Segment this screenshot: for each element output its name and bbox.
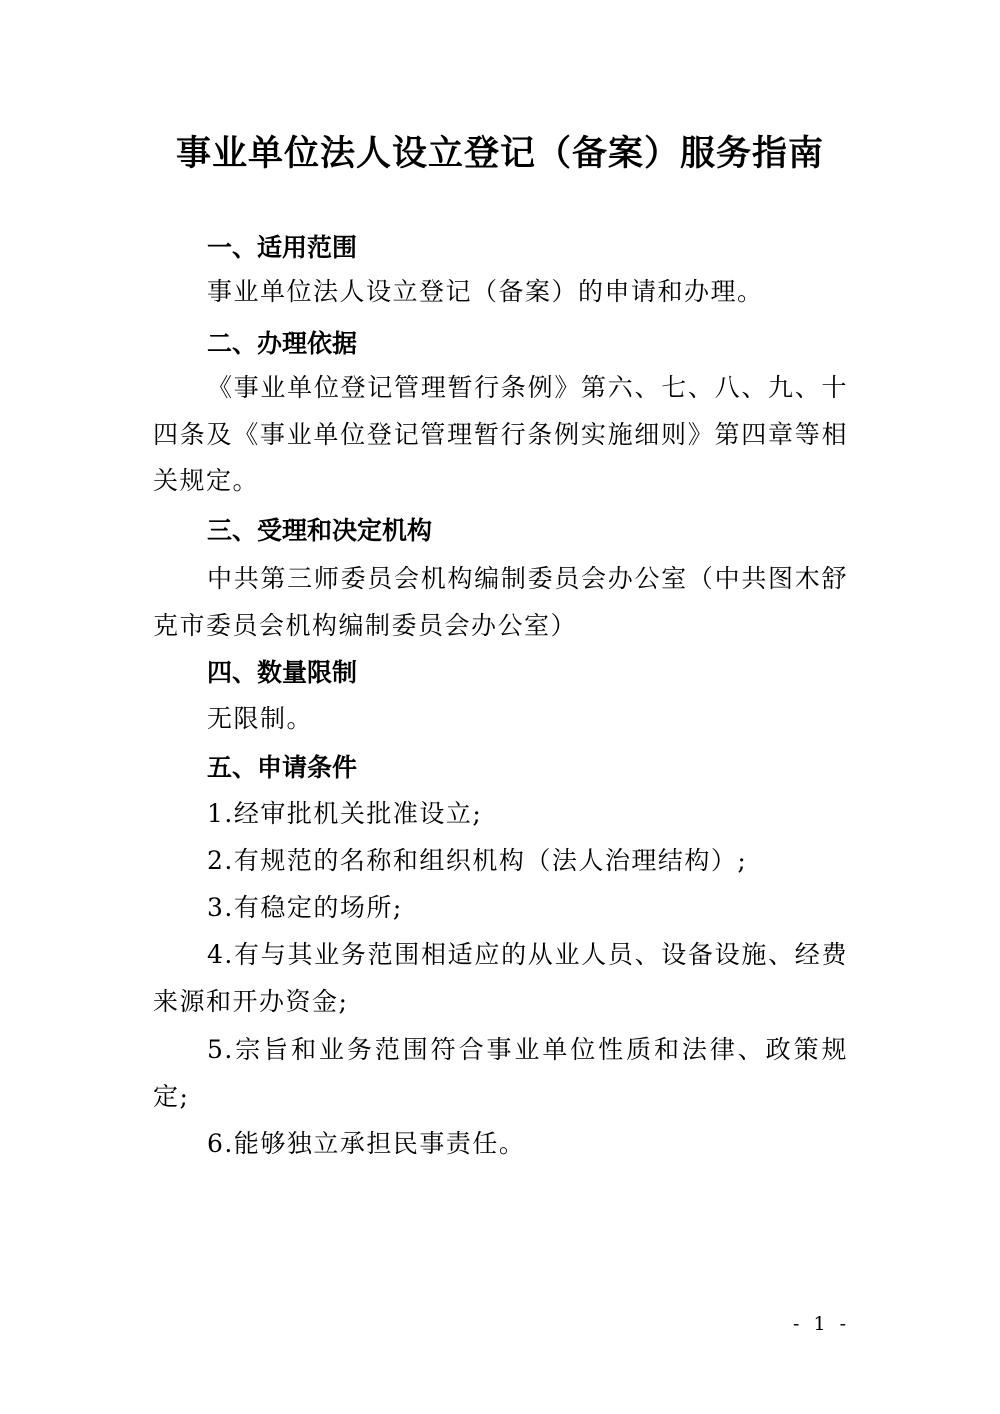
condition-item: 4.有与其业务范围相适应的从业人员、设备设施、经费来源和开办资金; <box>153 940 848 1016</box>
page-number: - 1 - <box>792 1313 850 1335</box>
section-heading-authority: 三、受理和决定机构 <box>207 516 433 545</box>
condition-item: 1.经审批机关批准设立; <box>207 799 483 828</box>
paragraph-authority: 中共第三师委员会机构编制委员会办公室（中共图木舒克市委员会机构编制委员会办公室） <box>153 564 848 640</box>
condition-item: 3.有稳定的场所; <box>207 893 403 922</box>
section-heading-basis: 二、办理依据 <box>207 329 358 358</box>
section-heading-scope: 一、适用范围 <box>207 233 358 262</box>
condition-item: 2.有规范的名称和组织机构（法人治理结构）; <box>207 846 748 875</box>
page-title: 事业单位法人设立登记（备案）服务指南 <box>175 134 824 174</box>
section-heading-quantity: 四、数量限制 <box>207 658 358 687</box>
paragraph-scope: 事业单位法人设立登记（备案）的申请和办理。 <box>207 277 764 306</box>
section-heading-conditions: 五、申请条件 <box>207 753 358 782</box>
paragraph-basis: 《事业单位登记管理暂行条例》第六、七、八、九、十四条及《事业单位登记管理暂行条例实施细则》第四章等相关规定。 <box>153 373 848 495</box>
condition-item: 6.能够独立承担民事责任。 <box>207 1129 526 1158</box>
paragraph-quantity: 无限制。 <box>207 704 314 733</box>
condition-item: 5.宗旨和业务范围符合事业单位性质和法律、政策规定; <box>153 1035 848 1111</box>
